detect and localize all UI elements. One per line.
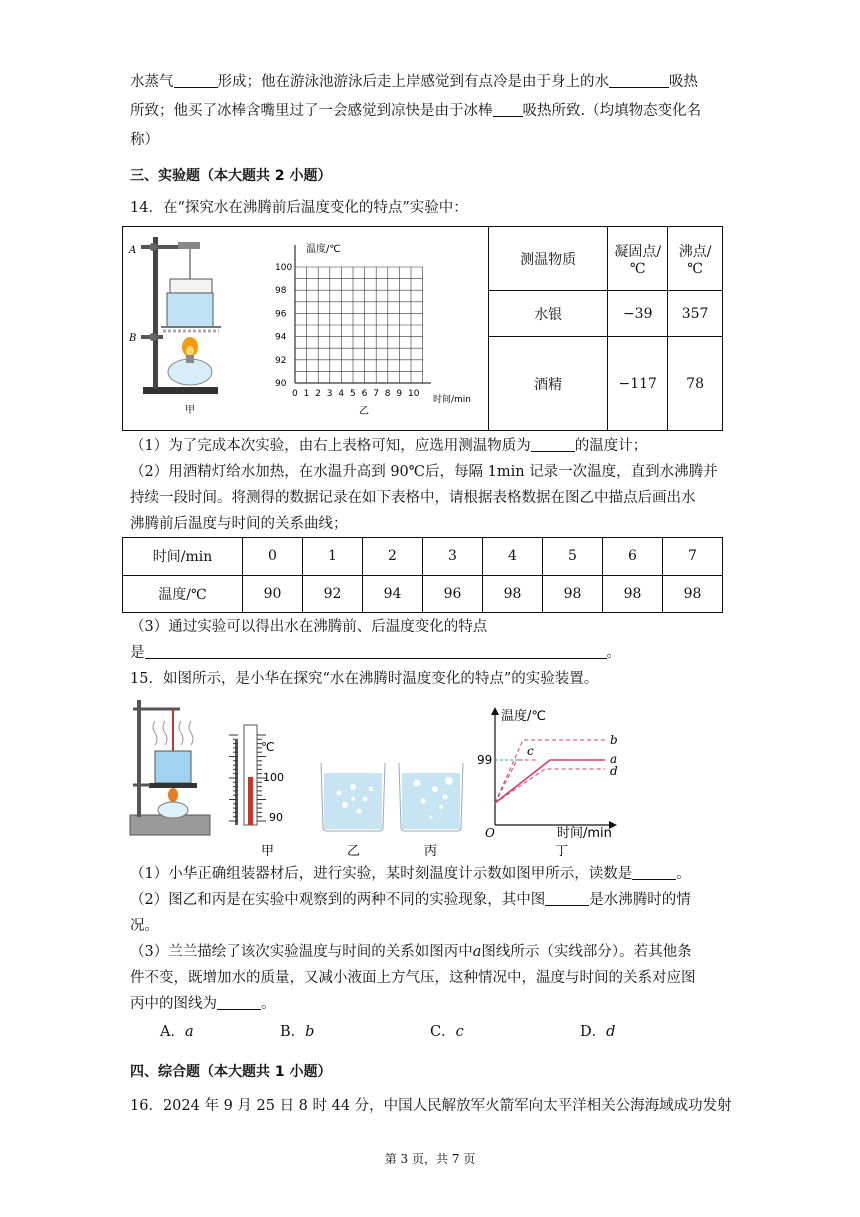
label-a: A: [129, 245, 137, 256]
option-a[interactable]: A．a: [160, 1024, 194, 1040]
q15-p2a: （2）图乙和丙是在实验中观察到的两种不同的实验现象，其中图 是水沸腾时的情: [130, 892, 691, 908]
q15-p1: （1）小华正确组装器材后，进行实验，某时刻温度计示数如图甲所示，读数是 。: [130, 866, 691, 882]
y-tick-label: 100: [275, 263, 293, 273]
data-table: [122, 537, 723, 613]
cell-mercury-bp: 357: [668, 291, 723, 337]
apparatus-jia-15: [130, 700, 210, 835]
svg-text:a: a: [610, 752, 618, 766]
y-tick-label: 96: [275, 309, 287, 320]
q14-stem: 14．在“探究水在沸腾前后温度变化的特点”实验中：: [130, 200, 468, 216]
svg-text:99: 99: [477, 753, 493, 767]
row-label-time: 时间/min: [123, 538, 243, 576]
x-tick-label: 8: [384, 389, 391, 399]
q15-p3a: （3）兰兰描绘了该次实验温度与时间的关系如图丙中a图线所示（实线部分）。若其他条: [130, 944, 692, 960]
svg-text:时间/min: 时间/min: [557, 826, 612, 841]
cell-alcohol-bp: 78: [668, 337, 723, 431]
x-tick-label: 6: [361, 389, 368, 399]
row-label-temp: 温度/℃: [123, 575, 243, 613]
x-tick-label: 1: [303, 389, 310, 399]
q14-figure-box: [122, 226, 489, 431]
svg-text:100: 100: [263, 771, 284, 784]
q14-p2c: 沸腾前后温度与时间的关系曲线；: [130, 516, 348, 532]
svg-text:温度/℃: 温度/℃: [501, 709, 546, 724]
q15-p3b: 件不变，既增加水的质量，又减小液面上方气压，这种情况中，温度与时间的关系对应图: [130, 970, 696, 986]
temp-cell: 98: [603, 575, 663, 613]
q15-p2c: 况。: [130, 918, 159, 934]
cell-mercury: 水银: [489, 291, 608, 337]
q14-p2b: 持续一段时间。将测得的数据记录在如下表格中，请根据表格数据在图乙中描点后画出水: [130, 490, 696, 506]
x-tick-label: 7: [373, 389, 379, 399]
q15-stem: 15．如图所示，是小华在探究“水在沸腾时温度变化的特点”的实验装置。: [130, 671, 599, 687]
section-3-heading: 三、实验题（本大题共 2 小题）: [130, 168, 332, 184]
option-b[interactable]: B．b: [280, 1024, 315, 1040]
cell-alcohol-fp: −117: [608, 337, 668, 431]
temp-cell: 98: [543, 575, 603, 613]
temp-cell: 98: [663, 575, 723, 613]
caption-yi-15: 乙: [347, 844, 361, 859]
svg-text:90: 90: [269, 811, 283, 824]
q15-figures: [125, 695, 645, 860]
caption-jia-15: 甲: [261, 844, 275, 859]
page-footer: 第 3 页，共 7 页: [384, 1152, 476, 1166]
graph-yi-ylabel: 温度/℃: [306, 244, 341, 255]
time-cell: 5: [543, 538, 603, 576]
temp-cell: 94: [363, 575, 423, 613]
q14-p1: （1）为了完成本次实验，由右上表格可知，应选用测温物质为 的温度计；: [130, 438, 648, 454]
x-tick-label: 9: [396, 389, 403, 399]
svg-text:℃: ℃: [261, 740, 275, 754]
header-boiling-point: 沸点/℃: [668, 227, 723, 291]
option-c[interactable]: C．c: [430, 1024, 464, 1040]
x-tick-label: 3: [326, 389, 333, 399]
graph-yi-xlabel: 时间/min: [433, 395, 472, 405]
x-tick-label: 2: [315, 389, 321, 399]
temp-cell: 98: [483, 575, 543, 613]
caption-jia: 甲: [185, 405, 195, 416]
cell-alcohol: 酒精: [489, 337, 608, 431]
time-cell: 6: [603, 538, 663, 576]
x-tick-label: 0: [292, 389, 298, 399]
caption-yi: 乙: [359, 406, 369, 417]
section-4-heading: 四、综合题（本大题共 1 小题）: [130, 1064, 332, 1080]
beaker-bing: [399, 763, 463, 859]
y-tick-label: 94: [275, 332, 287, 343]
q14-p3a: （3）通过实验可以得出水在沸腾前、后温度变化的特点: [130, 619, 488, 635]
svg-text:O: O: [485, 826, 495, 840]
x-tick-label: 4: [338, 389, 345, 399]
q14-p3b: 是 。: [130, 645, 621, 661]
q14-p2a: （2）用酒精灯给水加热，在水温升高到 90℃后，每隔 1min 记录一次温度，直到水沸腾并: [130, 464, 718, 480]
label-b: B: [129, 333, 137, 344]
graph-yi: [273, 227, 488, 427]
y-tick-label: 90: [275, 379, 287, 389]
q13-line2: 所致；他买了冰棒含嘴里过了一会感觉到凉快是由于冰棒 吸热所致.（均填物态变化名: [130, 103, 702, 119]
beaker-yi: [321, 763, 385, 859]
option-d[interactable]: D．d: [580, 1024, 616, 1040]
y-tick-label: 98: [275, 286, 287, 297]
temp-cell: 92: [303, 575, 363, 613]
x-tick-label: 10: [408, 389, 420, 399]
temp-cell: 96: [423, 575, 483, 613]
graph-ding: [477, 707, 618, 859]
time-cell: 1: [303, 538, 363, 576]
apparatus-jia: [123, 227, 273, 427]
property-table: [488, 226, 723, 431]
q15-p3c: 丙中的图线为 。: [130, 996, 276, 1012]
x-tick-label: 5: [350, 389, 356, 399]
time-cell: 3: [423, 538, 483, 576]
thermometer: [229, 725, 284, 859]
caption-bing: 丙: [424, 844, 438, 859]
caption-ding: 丁: [555, 844, 569, 859]
q16-stem: 16．2024 年 9 月 25 日 8 时 44 分，中国人民解放军火箭军向太平洋相关公海海域成功发射: [130, 1098, 732, 1114]
time-cell: 7: [663, 538, 723, 576]
header-freezing-point: 凝固点/℃: [608, 227, 668, 291]
q13-line3: 称）: [130, 132, 159, 148]
header-substance: 测温物质: [489, 227, 608, 291]
temp-cell: 90: [243, 575, 303, 613]
cell-mercury-fp: −39: [608, 291, 668, 337]
time-cell: 4: [483, 538, 543, 576]
svg-text:c: c: [527, 744, 534, 758]
y-tick-label: 92: [275, 355, 287, 366]
time-cell: 0: [243, 538, 303, 576]
q13-line1: 水蒸气 形成；他在游泳池游泳后走上岸感觉到有点冷是由于身上的水 吸热: [130, 74, 698, 90]
time-cell: 2: [363, 538, 423, 576]
svg-text:d: d: [610, 764, 618, 778]
svg-text:b: b: [610, 733, 618, 747]
